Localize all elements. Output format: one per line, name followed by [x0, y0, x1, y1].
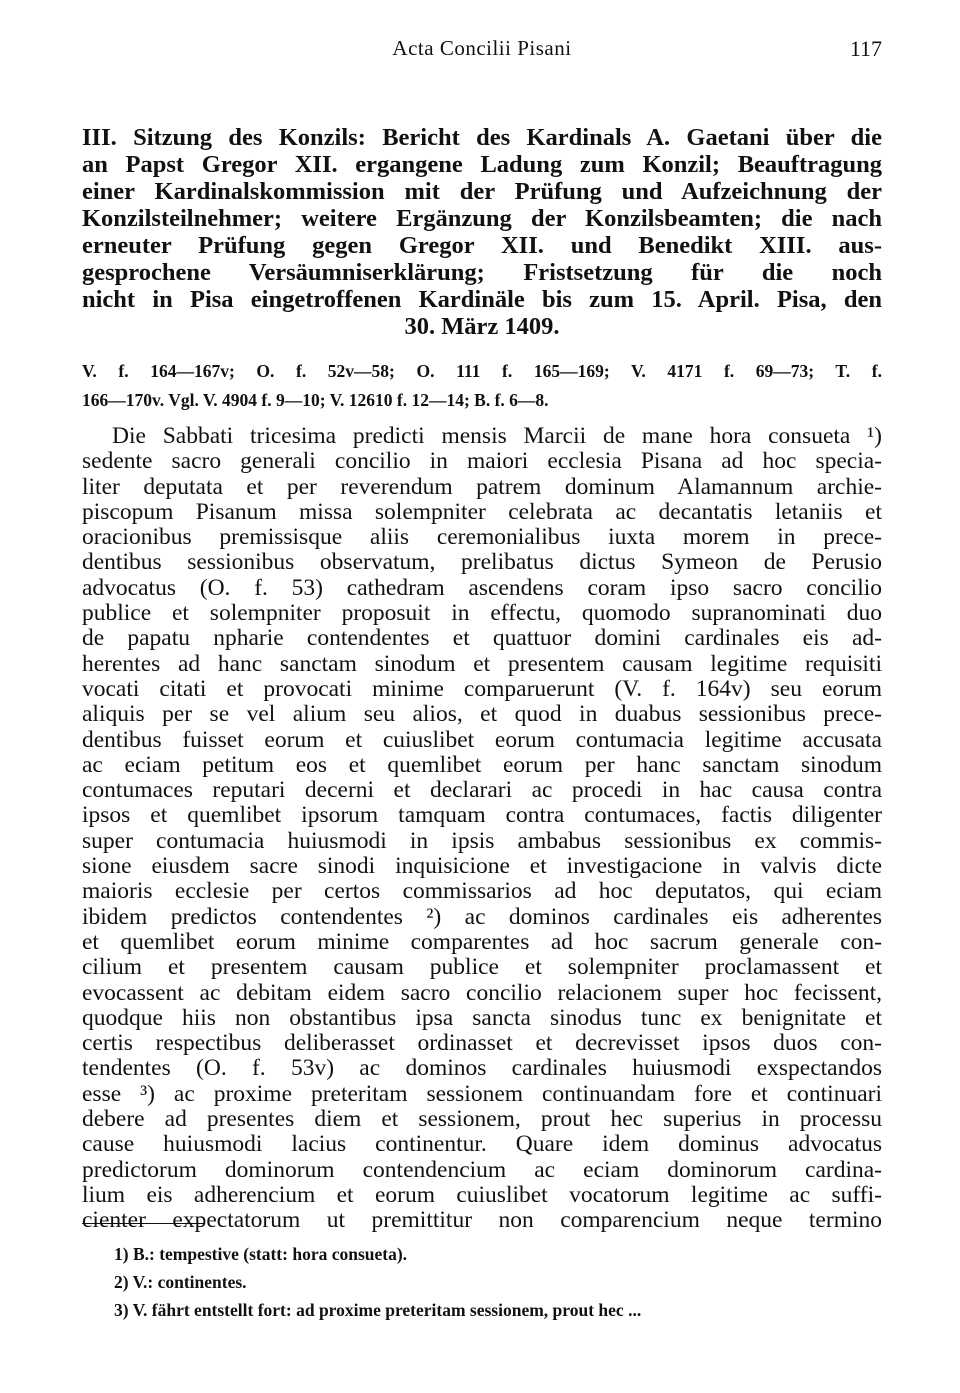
body-line: predictorum dominorum contendencium ac eciam dominorum cardina-: [82, 1156, 882, 1183]
body-line: certis respectibus deliberasset ordinasset et decrevisset ipsos duos con-: [82, 1030, 882, 1057]
heading-line: an Papst Gregor XII. ergangene Ladung zum Konzil; Beauftragung: [82, 151, 882, 178]
body-line: lium eis adherencium et eorum cuiuslibet vocatorum legitime ac suffi-: [82, 1181, 882, 1208]
heading-line: 30. März 1409.: [404, 313, 560, 340]
body-line: super contumacia huiusmodi in ipsis ambabus sessionibus ex commis-: [82, 827, 882, 854]
body-line: dentibus fuisset eorum et cuiuslibet eorum contumacia legitime accusata: [82, 726, 882, 753]
body-line: maioris ecclesie per certos commissarios ad hoc deputatos, qui eciam: [82, 878, 882, 905]
heading-line: einer Kardinalskommission mit der Prüfung und Aufzeichnung der: [82, 178, 882, 205]
body-line: Die Sabbati tricesima predicti mensis Marcii de mane hora consueta ¹): [112, 423, 882, 449]
footnote: 2) V.: continentes.: [114, 1272, 247, 1292]
running-title: Acta Concilii Pisani: [392, 36, 572, 60]
heading-line: III. Sitzung des Konzils: Bericht des Kardinals A. Gaetani über die: [82, 124, 882, 151]
sources-line: 166—170v. Vgl. V. 4904 f. 9—10; V. 12610 f. 12—14; B. f. 6—8.: [82, 390, 549, 410]
body-line: quodque hiis non obstantibus ipsa sancta sinodus tunc ex benignitate et: [82, 1004, 882, 1031]
body-line: dentibus sessionibus observatum, prelibatus dictus Symeon de Perusio: [82, 549, 882, 576]
body-line: sione eiusdem sacre sinodi inquisicione et investigacione in valvis dicte: [82, 853, 882, 880]
sources-line: V. f. 164—167v; O. f. 52v—58; O. 111 f. 165—169; V. 4171 f. 69—73; T. f.: [82, 361, 882, 381]
body-line: cilium et presentem causam publice et solempniter proclamassent et: [82, 954, 882, 981]
footnotes: [114, 1240, 834, 1324]
body-line: esse ³) ac proxime preteritam sessionem continuandam fore et continuari: [82, 1080, 882, 1107]
body-line: advocatus (O. f. 53) cathedram ascendens coram ipso sacro concilio: [82, 574, 882, 601]
body-line: et quemlibet eorum minime comparentes ad hoc sacrum generale con-: [82, 928, 882, 955]
body-line: cause huiusmodi lacius continentur. Quare idem dominus advocatus: [82, 1131, 882, 1158]
body-line: evocassent ac debitam eidem sacro concilio relacionem super hoc fecissent,: [82, 979, 882, 1006]
heading-line: nicht in Pisa eingetroffenen Kardinäle bis zum 15. April. Pisa, den: [82, 286, 882, 313]
section-heading: [82, 124, 882, 340]
body-line: vocati citati et provocati minime comparuerunt (V. f. 164v) seu eorum: [82, 675, 882, 702]
body-line: sedente sacro generali concilio in maiori ecclesia Pisana ad hoc specia-: [82, 448, 882, 475]
footnote: 1) B.: tempestive (statt: hora consueta).: [114, 1244, 408, 1264]
body-line: liter deputata et per reverendum patrem dominum Alamannum archie-: [82, 473, 882, 500]
heading-line: gesprochene Versäumniserklärung; Fristsetzung für die noch: [82, 259, 882, 286]
page-number: 117: [849, 36, 882, 61]
body-line: ipsos et quemlibet ipsorum tamquam contra contumaces, factis diligenter: [82, 802, 882, 829]
body-line: tendentes (O. f. 53v) ac dominos cardinales huiusmodi exspectandos: [82, 1055, 882, 1082]
body-text: [82, 424, 882, 1234]
body-line: de papatu npharie contendentes et quattuor domini cardinales eis ad-: [82, 625, 882, 652]
body-line: piscopum Pisanum missa solempniter celebrata ac decantatis letaniis et: [82, 498, 882, 525]
body-line: debere ad presentes diem et sessionem, prout hec superius in processu: [82, 1106, 882, 1133]
body-line: herentes ad hanc sanctam sinodum et presentem causam legitime requisiti: [82, 650, 882, 677]
footnote-divider: [82, 1223, 204, 1224]
running-header: [82, 36, 882, 70]
heading-line: erneuter Prüfung gegen Gregor XII. und Benedikt XIII. aus-: [82, 232, 882, 259]
body-line: aliquis per se vel alium seu alios, et quod in duabus sessionibus prece-: [82, 701, 882, 728]
heading-line: Konzilsteilnehmer; weitere Ergänzung der Konzilsbeamten; die nach: [82, 205, 882, 232]
body-line: oracionibus premissisque aliis ceremonialibus iuxta morem in prece-: [82, 524, 882, 551]
body-line: publice et solempniter proposuit in effectu, quomodo supranominati duo: [82, 600, 882, 627]
body-line: ac eciam petitum eos et quemlibet eorum per hanc sanctam sinodum: [82, 751, 882, 778]
footnote: 3) V. fährt entstellt fort: ad proxime preteritam sessionem, prout hec ...: [114, 1300, 642, 1320]
document-page: [82, 36, 882, 1234]
body-line: contumaces reputari decerni et declarari ac procedi in hac causa contra: [82, 777, 882, 804]
body-line: ibidem predictos contendentes ²) ac dominos cardinales eis adherentes: [82, 903, 882, 930]
manuscript-sources: [82, 357, 882, 415]
body-line: cienter expectatorum ut premittitur non comparencium neque termino: [82, 1207, 882, 1234]
